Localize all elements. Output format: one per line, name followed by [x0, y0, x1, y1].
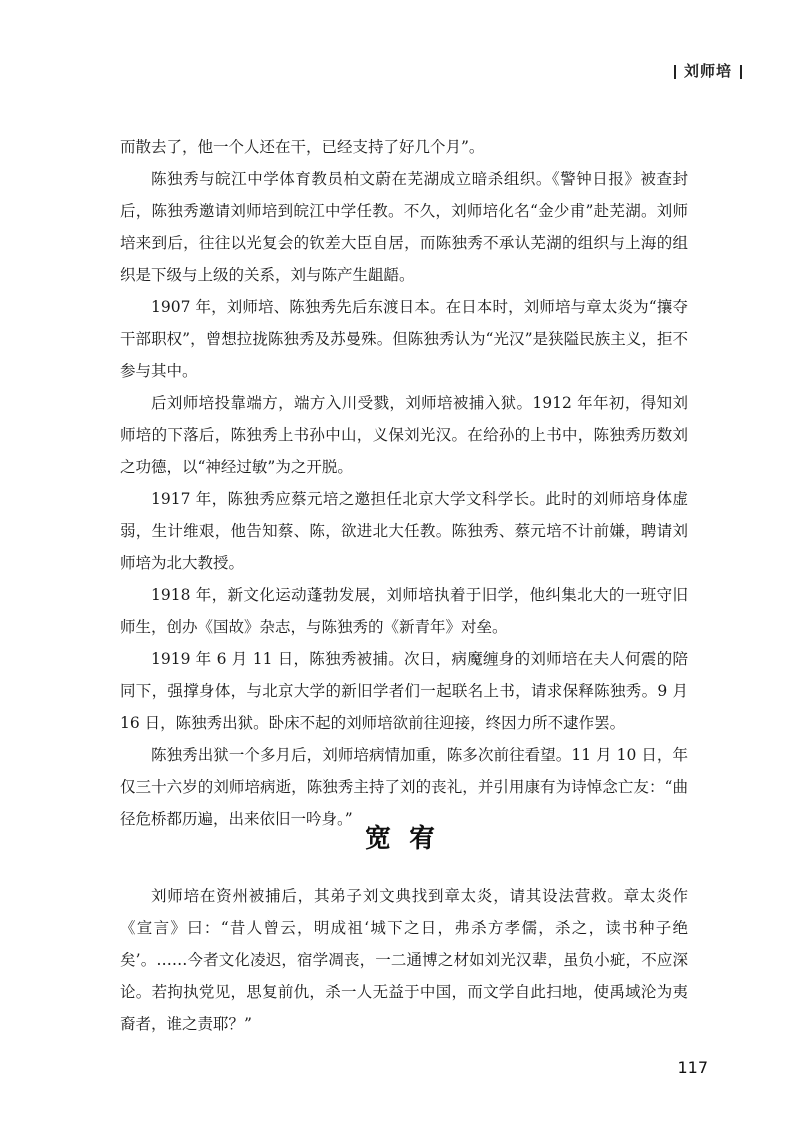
- paragraph: 1918 年，新文化运动蓬勃发展，刘师培执着于旧学，他纠集北大的一班守旧师生，创办《国故》杂志，与陈独秀的《新青年》对垒。: [120, 586, 688, 636]
- paragraph: 后刘师培投靠端方，端方入川受戮，刘师培被捕入狱。1912 年年初，得知刘师培的下落后，陈独秀上书孙中山，义保刘光汉。在给孙的上书中，陈独秀历数刘之功德，以“神经过敏”为之开脱。: [120, 394, 688, 476]
- paragraph: 陈独秀与皖江中学体育教员柏文蔚在芜湖成立暗杀组织。《警钟日报》被查封后，陈独秀邀请刘师培到皖江中学任教。不久，刘师培化名“金少甫”赴芜湖。刘师培来到后，往往以光复会的钦差大臣自居，而陈独秀不承认芜湖的组织与上海的组织是下级与上级的关系，刘与陈产生龃龉。: [120, 170, 688, 284]
- paragraph: 1907 年，刘师培、陈独秀先后东渡日本。在日本时，刘师培与章太炎为“攘夺干部职权”，曾想拉拢陈独秀及苏曼殊。但陈独秀认为“光汉”是狭隘民族主义，拒不参与其中。: [120, 298, 688, 380]
- section-heading: 宽宥: [364, 824, 453, 854]
- paragraph: 1919 年 6 月 11 日，陈独秀被捕。次日，病魔缠身的刘师培在夫人何震的陪同下，强撑身体，与北京大学的新旧学者们一起联名上书，请求保释陈独秀。9 月 16 日，陈独秀出狱。卧床不起的刘师培欲前往迎接，终因力所不逮作罢。: [120, 650, 688, 732]
- paragraph: 1917 年，陈独秀应蔡元培之邀担任北京大学文科学长。此时的刘师培身体虚弱，生计维艰，他告知蔡、陈，欲进北大任教。陈独秀、蔡元培不计前嫌，聘请刘师培为北大教授。: [120, 490, 688, 572]
- header-chapter-title: 刘师培: [683, 62, 732, 80]
- page-number: 117: [677, 1058, 708, 1077]
- header-right-bar: [740, 65, 742, 79]
- paragraph-continuation: 而散去了，他一个人还在干，已经支持了好几个月”。: [120, 138, 485, 156]
- body-text: [120, 131, 688, 835]
- running-header: [666, 60, 750, 81]
- paragraph: 刘师培在资州被捕后，其弟子刘文典找到章太炎，请其设法营救。章太炎作《宣言》曰：“昔人曾云，明成祖‘城下之日，弗杀方孝儒，杀之，读书种子绝矣’。……今者文化凌迟，宿学凋丧，一二通博之材如刘光汉辈，虽负小疵，不应深论。若拘执党见，思复前仇，杀一人无益于中国，而文学自此扫地，使禹域沦为夷裔者，谁之责耶？”: [120, 887, 688, 1033]
- paragraph: 陈独秀出狱一个多月后，刘师培病情加重，陈多次前往看望。11 月 10 日，年仅三十六岁的刘师培病逝，陈独秀主持了刘的丧礼，并引用康有为诗悼念亡友：“曲径危桥都历遍，出来依旧一吟身。”: [120, 746, 688, 828]
- section-body: [120, 880, 688, 1040]
- header-left-bar: [674, 65, 676, 79]
